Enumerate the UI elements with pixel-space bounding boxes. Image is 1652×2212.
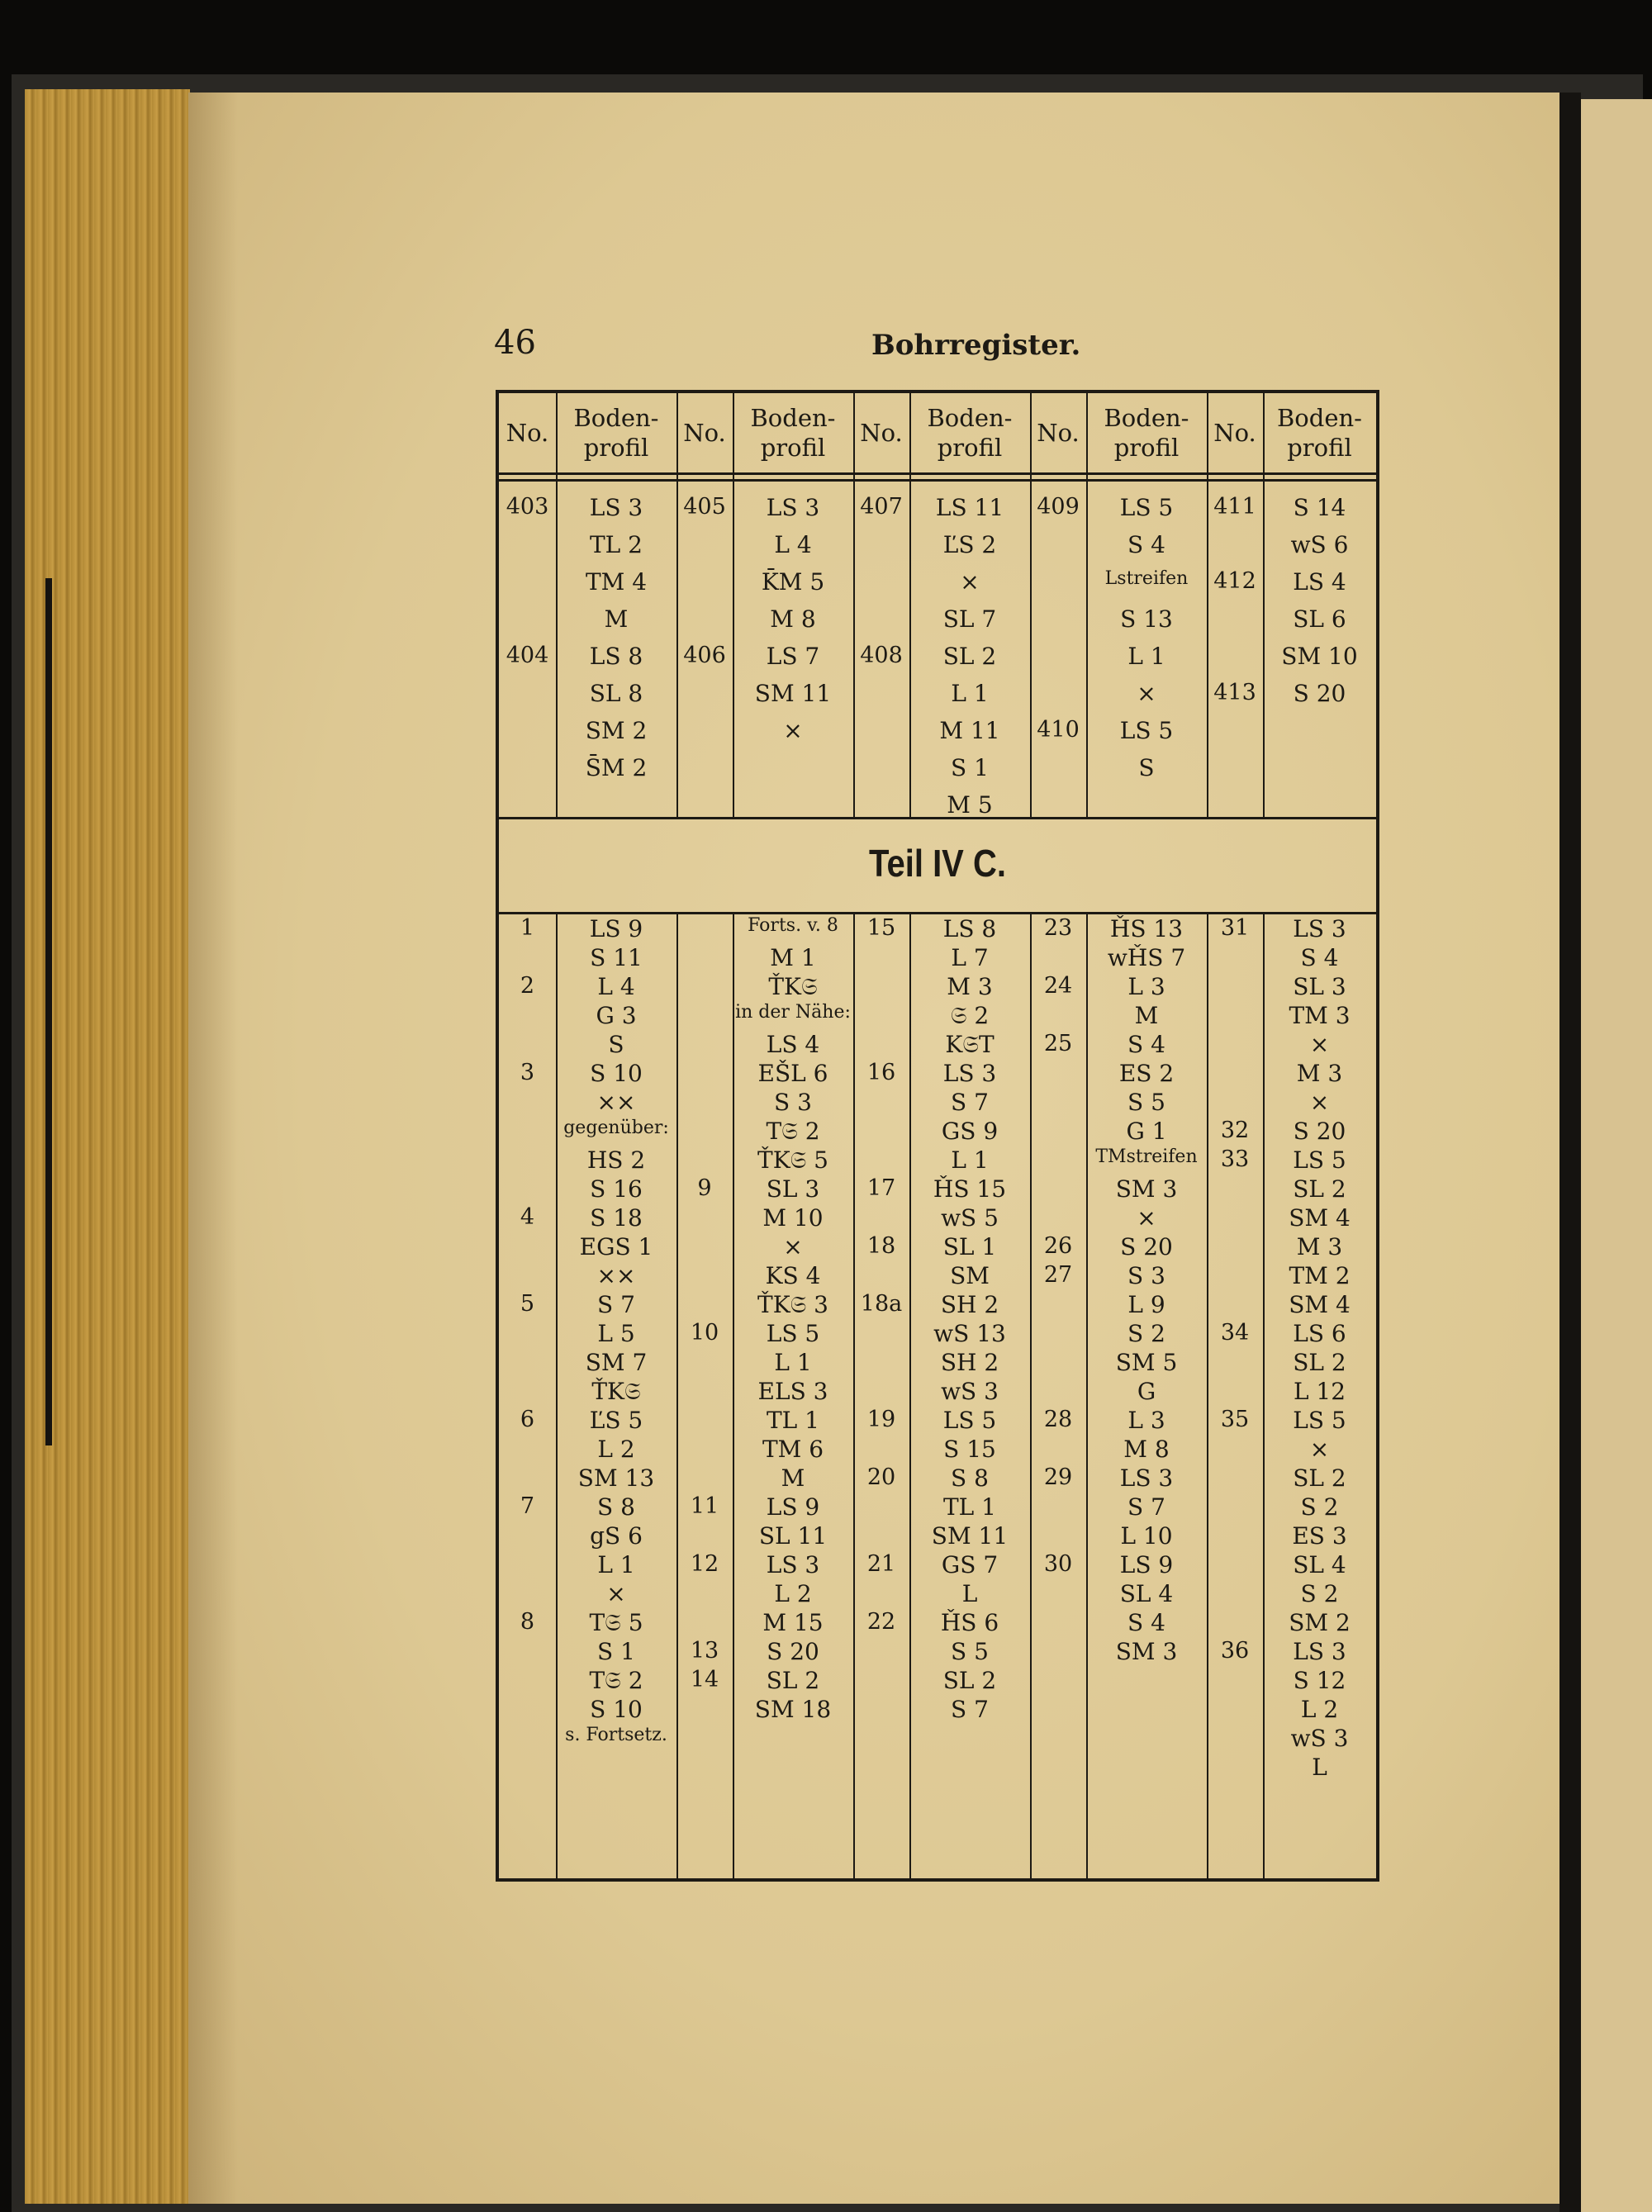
page-shadow xyxy=(188,93,238,2204)
bodenprofil-entry: LS 7 xyxy=(766,643,820,670)
bodenprofil-entry: LS 5 xyxy=(942,1407,997,1434)
bodenprofil-entry: S 13 xyxy=(1120,605,1173,633)
bohrung-number: 7 xyxy=(520,1493,535,1519)
bodenprofil-entry: TMstreifen xyxy=(1095,1146,1198,1167)
bodenprofil-entry: ĽS 2 xyxy=(942,531,997,558)
bohrung-number: 11 xyxy=(690,1493,719,1519)
bodenprofil-entry: L 3 xyxy=(1127,973,1165,1000)
bohrung-number: 406 xyxy=(683,643,726,668)
bodenprofil-entry: L 1 xyxy=(774,1349,812,1376)
bodenprofil-entry: × xyxy=(783,1233,803,1260)
header-rule xyxy=(499,472,1376,475)
bodenprofil-entry: M 3 xyxy=(1296,1233,1343,1260)
bodenprofil-entry: L 4 xyxy=(597,973,635,1000)
bodenprofil-entry: × xyxy=(1137,1204,1156,1232)
column-rule xyxy=(733,912,734,1878)
bodenprofil-entry: LS 3 xyxy=(1119,1464,1174,1492)
bodenprofil-entry: TL 1 xyxy=(943,1493,996,1521)
header-bodenprofil xyxy=(909,393,1030,472)
bodenprofil-entry: L xyxy=(961,1580,978,1607)
bodenprofil-entry: S 7 xyxy=(1127,1493,1165,1521)
bodenprofil-entry: 𝔖 2 xyxy=(950,1002,990,1029)
bodenprofil-entry: × xyxy=(1309,1031,1330,1058)
bodenprofil-entry: S 18 xyxy=(590,1204,643,1232)
bodenprofil-entry: S 5 xyxy=(951,1638,989,1665)
bodenprofil-entry: SL 7 xyxy=(942,605,997,633)
bodenprofil-entry: S 1 xyxy=(597,1638,635,1665)
bohrung-number: 1 xyxy=(520,915,535,941)
bodenprofil-entry: S 20 xyxy=(1120,1233,1173,1260)
bodenprofil-entry: LS 9 xyxy=(1119,1551,1174,1578)
column-rule xyxy=(1263,912,1265,1878)
bodenprofil-entry: wS 3 xyxy=(1290,1725,1349,1752)
bodenprofil-entry: S 12 xyxy=(1293,1667,1346,1694)
bodenprofil-entry: M 8 xyxy=(1123,1436,1170,1463)
bodenprofil-entry: SL 3 xyxy=(766,1175,820,1203)
bodenprofil-entry: × xyxy=(1309,1436,1330,1463)
bodenprofil-entry: ĽS 5 xyxy=(589,1407,643,1434)
bodenprofil-entry: M xyxy=(781,1464,805,1492)
bodenprofil-entry: M 11 xyxy=(939,717,1000,744)
header-no: No. xyxy=(1037,418,1080,447)
bohrung-number: 3 xyxy=(520,1060,535,1085)
bodenprofil-entry: ES 3 xyxy=(1292,1522,1347,1550)
header-bodenprofil-line: Boden- xyxy=(1277,403,1362,432)
bodenprofil-entry: TM 4 xyxy=(585,568,648,596)
bodenprofil-entry: TL 2 xyxy=(590,531,643,558)
bohrung-number: 28 xyxy=(1043,1407,1073,1432)
bodenprofil-entry: SL 2 xyxy=(942,1667,997,1694)
bohrung-number: 10 xyxy=(690,1320,719,1346)
bohrung-number: 24 xyxy=(1043,973,1073,999)
column-rule xyxy=(556,912,558,1878)
bodenprofil-entry: LS 3 xyxy=(589,494,643,521)
bohrung-number: 33 xyxy=(1220,1146,1250,1172)
bohrung-number: 18a xyxy=(860,1291,903,1317)
bodenprofil-entry: SM 2 xyxy=(585,717,648,744)
bodenprofil-entry: × xyxy=(1309,1089,1330,1116)
bodenprofil-entry: SL 2 xyxy=(1293,1349,1346,1376)
bohrung-number: 34 xyxy=(1220,1320,1250,1346)
bodenprofil-entry: SM 2 xyxy=(1289,1609,1351,1636)
bohrung-number: 23 xyxy=(1043,915,1073,941)
bodenprofil-entry: T𝔖 5 xyxy=(589,1609,643,1636)
bodenprofil-entry: gegenüber: xyxy=(563,1118,669,1138)
bodenprofil-entry: LS 5 xyxy=(1119,494,1174,521)
bodenprofil-entry: L 7 xyxy=(951,944,989,971)
bodenprofil-entry: SH 2 xyxy=(940,1291,999,1318)
bodenprofil-entry: M xyxy=(1134,1002,1159,1029)
header-bodenprofil xyxy=(556,393,676,472)
bohrung-number: 18 xyxy=(866,1233,896,1259)
bodenprofil-entry: SL 2 xyxy=(766,1667,820,1694)
bodenprofil-entry: KS 4 xyxy=(765,1262,821,1289)
bodenprofil-entry: M xyxy=(604,605,629,633)
bodenprofil-entry: S 4 xyxy=(1127,1609,1165,1636)
bodenprofil-entry: L 12 xyxy=(1293,1378,1346,1405)
bodenprofil-entry: SM 4 xyxy=(1289,1204,1351,1232)
bodenprofil-entry: × xyxy=(606,1580,626,1607)
bodenprofil-entry: S 15 xyxy=(943,1436,996,1463)
bodenprofil-entry: ŤK𝔖 xyxy=(768,973,818,1000)
header-bodenprofil-line: profil xyxy=(937,434,1003,462)
header-no: No. xyxy=(506,418,549,447)
bodenprofil-entry: SL 8 xyxy=(589,680,643,707)
bodenprofil-entry: L 1 xyxy=(1127,643,1165,670)
bohrung-number: 8 xyxy=(520,1609,535,1635)
bohrung-number: 9 xyxy=(697,1175,712,1201)
bodenprofil-entry: Lstreifen xyxy=(1104,568,1189,589)
bodenprofil-entry: GS 9 xyxy=(941,1118,999,1145)
facing-page-edge xyxy=(1579,99,1652,2212)
bodenprofil-entry: L 1 xyxy=(597,1551,635,1578)
page-title: Bohrregister. xyxy=(871,329,1081,362)
page-gutter xyxy=(1559,93,1581,2212)
bodenprofil-entry: L 2 xyxy=(597,1436,635,1463)
bodenprofil-entry: S 2 xyxy=(1127,1320,1165,1347)
bodenprofil-entry: LS 8 xyxy=(589,643,643,670)
bodenprofil-entry: LS 8 xyxy=(942,915,997,942)
bohrung-number: 35 xyxy=(1220,1407,1250,1432)
bodenprofil-entry: M 3 xyxy=(1296,1060,1343,1087)
bodenprofil-entry: L xyxy=(1312,1754,1327,1781)
bodenprofil-entry: TM 6 xyxy=(762,1436,824,1463)
bodenprofil-entry: S 7 xyxy=(597,1291,635,1318)
bodenprofil-entry: wS 13 xyxy=(933,1320,1006,1347)
bodenprofil-entry: S 3 xyxy=(774,1089,812,1116)
bodenprofil-entry: LS 5 xyxy=(1293,1407,1346,1434)
bodenprofil-entry: SM 10 xyxy=(1281,643,1358,670)
bodenprofil-entry: S 8 xyxy=(597,1493,635,1521)
bodenprofil-entry: T𝔖 2 xyxy=(589,1667,643,1694)
bodenprofil-entry: K𝔖T xyxy=(945,1031,995,1058)
bodenprofil-entry: SM xyxy=(950,1262,990,1289)
bodenprofil-entry: K̄M 5 xyxy=(761,568,825,596)
bodenprofil-entry: L 10 xyxy=(1120,1522,1173,1550)
bodenprofil-entry: S 10 xyxy=(590,1060,643,1087)
bodenprofil-entry: SM 3 xyxy=(1115,1175,1178,1203)
bodenprofil-entry: S 7 xyxy=(951,1089,989,1116)
bodenprofil-entry: wȞS 7 xyxy=(1107,944,1186,971)
header-bodenprofil-line: Boden- xyxy=(927,403,1013,432)
header-rule-double xyxy=(499,479,1376,482)
bodenprofil-entry: S 2 xyxy=(1300,1580,1339,1607)
bodenprofil-entry: S 20 xyxy=(1293,1118,1346,1145)
bohrung-number: 410 xyxy=(1037,717,1080,743)
bodenprofil-entry: LS 9 xyxy=(766,1493,820,1521)
header-bodenprofil-line: profil xyxy=(1113,434,1180,462)
bodenprofil-entry: L 5 xyxy=(597,1320,635,1347)
bohrung-number: 12 xyxy=(690,1551,719,1577)
bodenprofil-entry: wS 5 xyxy=(941,1204,999,1232)
bodenprofil-entry: SH 2 xyxy=(940,1349,999,1376)
bodenprofil-entry: SL 3 xyxy=(1293,973,1346,1000)
bohrung-number: 412 xyxy=(1213,568,1256,594)
bodenprofil-entry: M 1 xyxy=(770,944,816,971)
bodenprofil-entry: S 5 xyxy=(1127,1089,1165,1116)
bohrung-number: 25 xyxy=(1043,1031,1073,1056)
bodenprofil-entry: wS 6 xyxy=(1290,531,1349,558)
bodenprofil-entry: SM 11 xyxy=(931,1522,1009,1550)
bodenprofil-entry: SL 2 xyxy=(942,643,997,670)
header-bodenprofil-line: profil xyxy=(760,434,826,462)
bodenprofil-entry: ȞS 13 xyxy=(1109,915,1184,942)
bodenprofil-entry: ES 2 xyxy=(1118,1060,1175,1087)
bodenprofil-entry: LS 4 xyxy=(1293,568,1346,596)
bodenprofil-entry: S 1 xyxy=(951,754,989,781)
header-bodenprofil xyxy=(1086,393,1207,472)
bohrung-number: 411 xyxy=(1213,494,1256,520)
bodenprofil-entry: LS 4 xyxy=(766,1031,820,1058)
bodenprofil-entry: G 3 xyxy=(596,1002,637,1029)
bodenprofil-entry: S 10 xyxy=(590,1696,643,1723)
bohrung-number: 36 xyxy=(1220,1638,1250,1664)
bodenprofil-entry: SL 11 xyxy=(758,1522,828,1550)
bodenprofil-entry: S 4 xyxy=(1300,944,1339,971)
bodenprofil-entry: ȞS 6 xyxy=(940,1609,999,1636)
bodenprofil-entry: ȞS 15 xyxy=(933,1175,1007,1203)
bodenprofil-entry: L 1 xyxy=(951,680,989,707)
bohrung-number: 404 xyxy=(506,643,549,668)
bodenprofil-entry: LS 5 xyxy=(766,1320,820,1347)
bodenprofil-entry: ŤK𝔖 3 xyxy=(757,1291,828,1318)
bodenprofil-entry: S 16 xyxy=(590,1175,643,1203)
bodenprofil-entry: SM 13 xyxy=(577,1464,655,1492)
header-bodenprofil-line: Boden- xyxy=(750,403,836,432)
column-rule xyxy=(1086,912,1088,1878)
bodenprofil-entry: L 3 xyxy=(1127,1407,1165,1434)
bohrung-number: 16 xyxy=(866,1060,896,1085)
bodenprofil-entry: LS 6 xyxy=(1293,1320,1346,1347)
column-rule xyxy=(1030,912,1032,1878)
bodenprofil-entry: EŠL 6 xyxy=(757,1060,828,1087)
bodenprofil-entry: SL 4 xyxy=(1119,1580,1174,1607)
bodenprofil-entry: S xyxy=(608,1031,624,1058)
bohrung-number: 21 xyxy=(866,1551,896,1577)
bodenprofil-entry: ELS 3 xyxy=(757,1378,828,1405)
bodenprofil-entry: T𝔖 2 xyxy=(766,1118,820,1145)
bodenprofil-entry: S 11 xyxy=(590,944,643,971)
bodenprofil-entry: S 4 xyxy=(1127,531,1165,558)
bodenprofil-entry: in der Nähe: xyxy=(735,1002,851,1023)
bodenprofil-entry: M 15 xyxy=(762,1609,824,1636)
bodenprofil-entry: SL 6 xyxy=(1293,605,1346,633)
bodenprofil-entry: LS 5 xyxy=(1293,1146,1346,1174)
bodenprofil-entry: M 5 xyxy=(947,791,993,819)
bodenprofil-entry: LS 11 xyxy=(935,494,1004,521)
bodenprofil-entry: S 14 xyxy=(1293,494,1346,521)
bodenprofil-entry: SM 3 xyxy=(1115,1638,1178,1665)
bohrung-number: 5 xyxy=(520,1291,535,1317)
bohrung-number: 31 xyxy=(1220,915,1250,941)
column-rule xyxy=(853,912,855,1878)
bohrung-number: 6 xyxy=(520,1407,535,1432)
bodenprofil-entry: wS 3 xyxy=(941,1378,999,1405)
header-bodenprofil-line: profil xyxy=(1287,434,1352,462)
header-no: No. xyxy=(683,418,726,447)
bodenprofil-entry: EGS 1 xyxy=(579,1233,653,1260)
bodenprofil-entry: ×× xyxy=(596,1089,636,1116)
bodenprofil-entry: SM 5 xyxy=(1115,1349,1178,1376)
bodenprofil-entry: S 20 xyxy=(767,1638,819,1665)
bohrung-number: 14 xyxy=(690,1667,719,1692)
bohrung-number: 27 xyxy=(1043,1262,1073,1288)
bohrung-number: 403 xyxy=(506,494,549,520)
bohrung-number: 405 xyxy=(683,494,726,520)
bodenprofil-entry: × xyxy=(1137,680,1156,707)
bodenprofil-entry: HS 2 xyxy=(586,1146,646,1174)
bodenprofil-entry: SL 1 xyxy=(942,1233,997,1260)
page-number: 46 xyxy=(494,324,536,362)
bohrung-number: 19 xyxy=(866,1407,896,1432)
bodenprofil-entry: S 4 xyxy=(1127,1031,1165,1058)
bodenprofil-entry: s. Fortsetz. xyxy=(565,1725,667,1745)
bodenprofil-entry: S̄M 2 xyxy=(585,754,648,781)
section-title: Teil IV C. xyxy=(869,843,1006,885)
bodenprofil-entry: SM 18 xyxy=(754,1696,832,1723)
bodenprofil-entry: TM 2 xyxy=(1289,1262,1351,1289)
header-no: No. xyxy=(1213,418,1256,447)
bodenprofil-entry: M 3 xyxy=(947,973,993,1000)
bohrung-number: 408 xyxy=(860,643,903,668)
bohrung-number: 407 xyxy=(860,494,903,520)
header-bodenprofil xyxy=(733,393,853,472)
header-bodenprofil-line: Boden- xyxy=(573,403,659,432)
bodenprofil-entry: TM 3 xyxy=(1289,1002,1351,1029)
bohrung-number: 29 xyxy=(1043,1464,1073,1490)
bodenprofil-entry: Forts. v. 8 xyxy=(748,915,838,936)
bodenprofil-entry: SM 7 xyxy=(585,1349,648,1376)
bohrung-number: 2 xyxy=(520,973,535,999)
bohrung-number: 26 xyxy=(1043,1233,1073,1259)
bodenprofil-entry: S 20 xyxy=(1293,680,1346,707)
bodenprofil-entry: G xyxy=(1137,1378,1156,1405)
bodenprofil-entry: SM 11 xyxy=(754,680,832,707)
bodenprofil-entry: L 4 xyxy=(774,531,812,558)
bohrung-number: 4 xyxy=(520,1204,535,1230)
column-rule xyxy=(1207,912,1208,1878)
header-bodenprofil xyxy=(1263,393,1376,472)
bodenprofil-entry: LS 3 xyxy=(1293,1638,1346,1665)
bodenprofil-entry: × xyxy=(783,717,803,744)
column-rule xyxy=(676,912,678,1878)
bodenprofil-entry: LS 9 xyxy=(589,915,643,942)
bohrung-number: 17 xyxy=(866,1175,896,1201)
bodenprofil-entry: × xyxy=(960,568,980,596)
bodenprofil-entry: L 2 xyxy=(774,1580,812,1607)
bodenprofil-entry: LS 3 xyxy=(766,1551,820,1578)
bodenprofil-entry: L 1 xyxy=(951,1146,989,1174)
bodenprofil-entry: S 2 xyxy=(1300,1493,1339,1521)
bodenprofil-entry: S 8 xyxy=(951,1464,989,1492)
bodenprofil-entry: ŤK𝔖 5 xyxy=(757,1146,828,1174)
bodenprofil-entry: M 8 xyxy=(770,605,816,633)
bodenprofil-entry: gS 6 xyxy=(590,1522,643,1550)
bodenprofil-entry: ×× xyxy=(596,1262,636,1289)
bodenprofil-entry: S 3 xyxy=(1127,1262,1165,1289)
bodenprofil-entry: ŤK𝔖 xyxy=(591,1378,641,1405)
bodenprofil-entry: S 7 xyxy=(951,1696,989,1723)
bohrregister-table xyxy=(496,390,1379,1882)
bodenprofil-entry: LS 3 xyxy=(942,1060,997,1087)
bodenprofil-entry: SM 4 xyxy=(1289,1291,1351,1318)
bodenprofil-entry: S xyxy=(1138,754,1155,781)
column-rule xyxy=(909,912,911,1878)
bohrung-number: 413 xyxy=(1213,680,1256,705)
bodenprofil-entry: LS 3 xyxy=(1293,915,1346,942)
bodenprofil-entry: SL 2 xyxy=(1293,1464,1346,1492)
bodenprofil-entry: SL 2 xyxy=(1293,1175,1346,1203)
bohrung-number: 409 xyxy=(1037,494,1080,520)
bohrung-number: 13 xyxy=(690,1638,719,1664)
bodenprofil-entry: L 9 xyxy=(1127,1291,1165,1318)
header-bodenprofil-line: profil xyxy=(583,434,649,462)
bohrung-number: 30 xyxy=(1043,1551,1073,1577)
bohrung-number: 22 xyxy=(866,1609,896,1635)
header-bodenprofil-line: Boden- xyxy=(1104,403,1189,432)
bohrung-number: 32 xyxy=(1220,1118,1250,1143)
bohrung-number: 20 xyxy=(866,1464,896,1490)
bodenprofil-entry: M 10 xyxy=(762,1204,824,1232)
bookmark-strip xyxy=(45,578,52,1445)
bodenprofil-entry: LS 3 xyxy=(766,494,820,521)
bodenprofil-entry: GS 7 xyxy=(941,1551,999,1578)
bodenprofil-entry: SL 4 xyxy=(1293,1551,1346,1578)
bodenprofil-entry: G 1 xyxy=(1126,1118,1167,1145)
bohrung-number: 15 xyxy=(866,915,896,941)
bodenprofil-entry: LS 5 xyxy=(1119,717,1174,744)
bodenprofil-entry: TL 1 xyxy=(767,1407,819,1434)
bodenprofil-entry: L 2 xyxy=(1300,1696,1339,1723)
header-no: No. xyxy=(860,418,903,447)
